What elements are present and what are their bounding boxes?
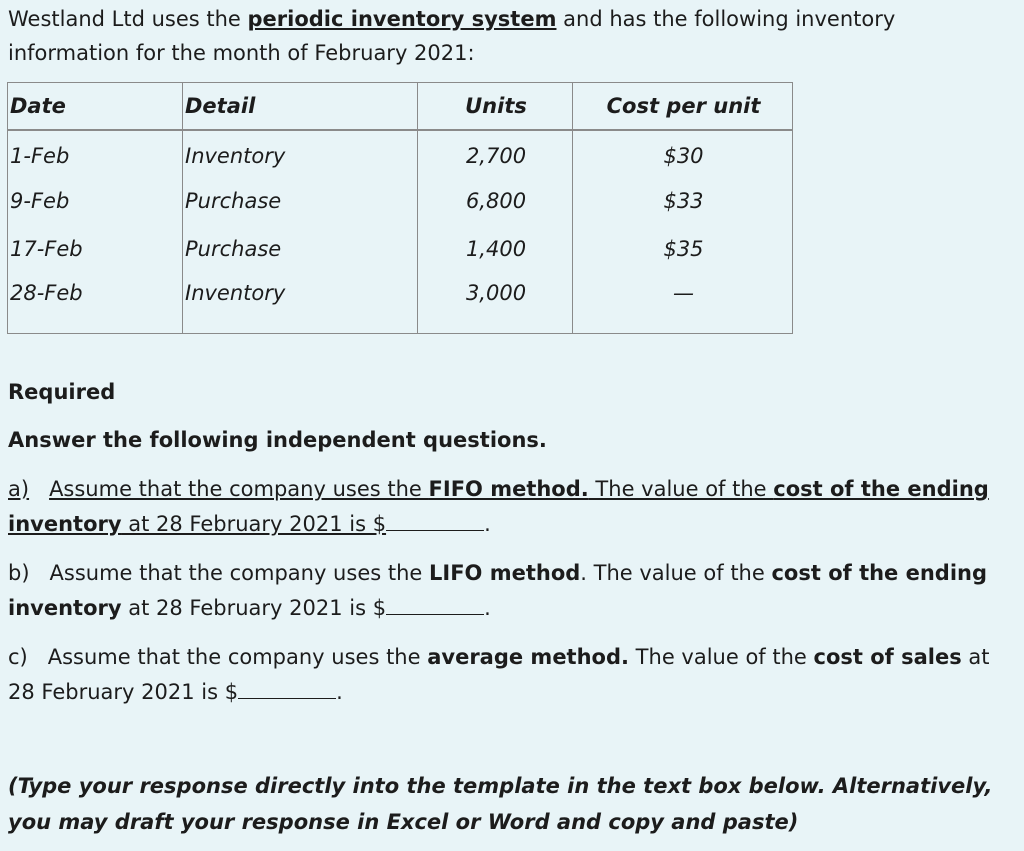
header-detail: Detail — [183, 83, 418, 131]
question-b-measure: cost of the ending inventory — [8, 561, 988, 620]
cell-cost: — — [573, 273, 793, 334]
cell-date: 28-Feb — [8, 273, 183, 334]
intro-text-before: Westland Ltd uses the — [8, 7, 248, 31]
cell-cost: $33 — [573, 177, 793, 225]
question-c-text-1: Assume that the company uses the — [47, 645, 428, 669]
question-b — [8, 556, 1016, 626]
answer-blank-b — [386, 593, 484, 615]
question-a-text-3: at 28 February 2021 is $ — [121, 512, 387, 536]
question-b-text-3: at 28 February 2021 is $ — [121, 596, 387, 620]
question-a — [8, 472, 1016, 542]
table-row — [8, 177, 793, 225]
question-c — [8, 640, 1016, 710]
cell-date: 17-Feb — [8, 225, 183, 273]
header-cost-per-unit: Cost per unit — [573, 83, 793, 131]
required-subheading: Answer the following independent questions. — [8, 428, 547, 452]
required-heading: Required — [8, 380, 116, 404]
cell-detail: Purchase — [183, 177, 418, 225]
question-a-text-2: The value of the — [588, 477, 774, 501]
question-a-measure: cost of the ending inventory — [8, 477, 989, 536]
cell-cost: $30 — [573, 130, 793, 177]
table-row — [8, 225, 793, 273]
cell-units: 3,000 — [418, 273, 573, 334]
question-b-text-2: . The value of the — [580, 561, 772, 585]
intro-text-after: and has the following inventory information for the month of February 2021: — [8, 7, 896, 65]
question-a-end: . — [484, 512, 491, 536]
table-row — [8, 273, 793, 334]
question-a-method: FIFO method. — [428, 477, 589, 501]
cell-detail: Inventory — [183, 273, 418, 334]
question-c-method: average method. — [427, 645, 629, 669]
answer-blank-c — [238, 677, 336, 699]
cell-date: 1-Feb — [8, 130, 183, 177]
question-b-end: . — [484, 596, 491, 620]
question-c-text-2: The value of the — [629, 645, 814, 669]
question-c-measure: cost of sales — [813, 645, 962, 669]
cell-detail: Inventory — [183, 130, 418, 177]
cell-detail: Purchase — [183, 225, 418, 273]
question-c-end: . — [336, 680, 343, 704]
inventory-table — [7, 82, 793, 334]
cell-cost: $35 — [573, 225, 793, 273]
header-date: Date — [8, 83, 183, 131]
table-header-row — [8, 83, 793, 131]
instruction-note: (Type your response directly into the template in the text box below. Alternatively, you may draft your response in Excel or Word and copy and paste) — [8, 774, 993, 834]
intro-highlight: periodic inventory system — [247, 7, 557, 31]
table-row — [8, 130, 793, 177]
intro-paragraph — [8, 2, 1008, 70]
answer-blank-a — [386, 509, 484, 531]
question-c-text-3: at 28 February 2021 is $ — [8, 645, 990, 704]
question-b-text-1: Assume that the company uses the — [49, 561, 429, 585]
question-c-label: c) — [8, 645, 28, 669]
cell-units: 2,700 — [418, 130, 573, 177]
question-b-label: b) — [8, 561, 30, 585]
question-b-method: LIFO method — [429, 561, 581, 585]
cell-date: 9-Feb — [8, 177, 183, 225]
header-units: Units — [418, 83, 573, 131]
question-a-text-1: Assume that the company uses the — [49, 477, 429, 501]
cell-units: 1,400 — [418, 225, 573, 273]
cell-units: 6,800 — [418, 177, 573, 225]
question-a-label: a) — [8, 477, 30, 501]
